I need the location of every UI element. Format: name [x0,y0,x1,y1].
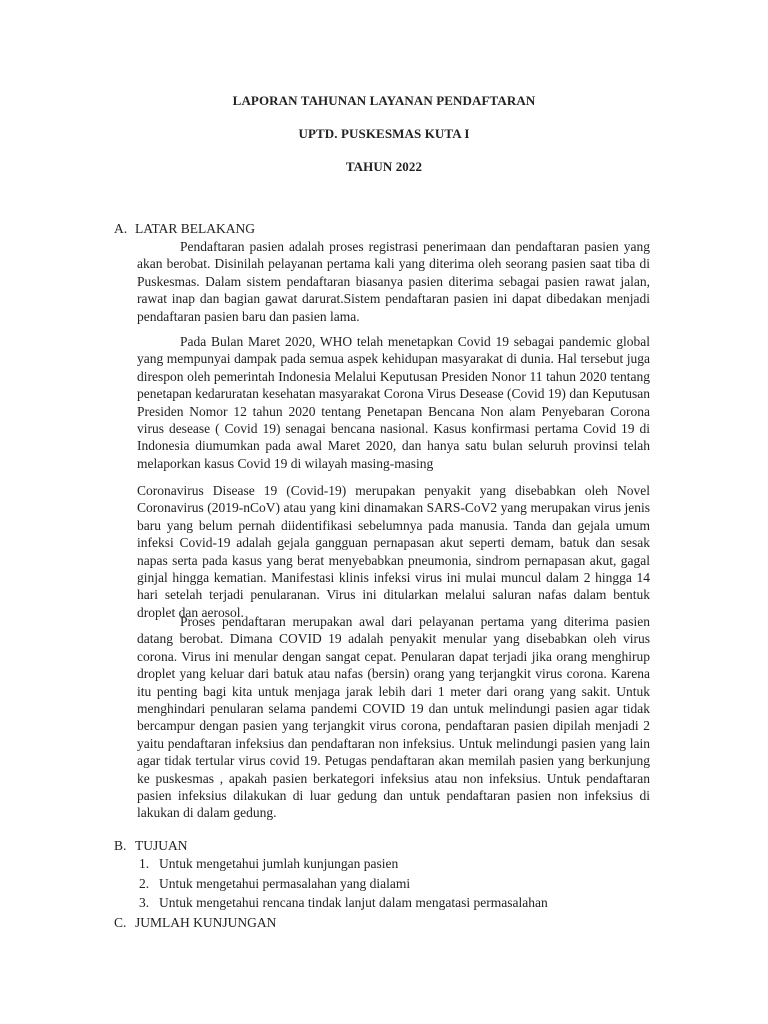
paragraph: Proses pendaftaran merupakan awal dari pelayanan pertama yang diterima pasien datang berobat. Dimana COVID 19 adalah penyakit menular yang disebabkan oleh virus corona. Virus ini menular dengan sangat cepat. Penularan dapat terjadi jika orang menghirup droplet yang keluar dari batuk atau nafas (bersin) orang yang terjangkit virus corona. Karena itu penting bagi kita untuk menjaga jarak lebih dari 1 meter dari orang yang sakit. Untuk menghindari penularan selama pandemi COVID 19 dan untuk melindungi pasien agar tidak bercampur dengan pasien yang terjangkit virus corona, pendaftaran pasien dipilah menjadi 2 yaitu pendaftaran infeksius dan pendaftaran non infeksius. Untuk melindungi pasien yang lain agar tidak tertular virus covid 19. Petugas pendaftaran akan memilah pasien yang berkunjung ke puskesmas , apakah pasien berkategori infeksius atau non infeksius. Untuk pendaftaran pasien infeksius dilakukan di luar gedung dan untuk pendaftaran pasien non infeksius di lakukan di dalam gedung. [137,614,650,821]
section-letter: A. [114,221,128,236]
document-title: LAPORAN TAHUNAN LAYANAN PENDAFTARAN [232,93,536,108]
document-subtitle: UPTD. PUSKESMAS KUTA I [298,126,470,141]
section-letter: C. [114,915,127,930]
paragraph: Pendaftaran pasien adalah proses registrasi penerimaan dan pendaftaran pasien yang akan berobat. Disinilah pelayanan pertama kali yang diterima oleh seorang pasien saat tiba di Puskesmas. Dalam sistem pendaftaran biasanya pasien diterima sebagai pasien rawat jalan, rawat inap dan bagian gawat darurat.Sistem pendaftaran pasien ini dapat dibedakan menjadi pendaftaran pasien baru dan pasien lama. [137,239,650,324]
paragraph: Coronavirus Disease 19 (Covid-19) merupakan penyakit yang disebabkan oleh Novel Coronavirus (2019-nCoV) atau yang kini dinamakan SARS-CoV2 yang merupakan virus jenis baru yang belum pernah diidentifikasi sebelumnya pada manusia. Tanda dan gejala umum infeksi Covid-19 adalah gejala gangguan pernapasan akut seperti demam, batuk dan sesak napas serta pada kasus yang berat menyebabkan pneumonia, sindrom pernapasan akut, gagal ginjal hingga kematian. Manifestasi klinis infeksi virus ini mulai muncul dalam 2 hingga 14 hari setelah terjadi penularanan. Virus ini ditularkan melalui saluran nafas dalam bentuk droplet dan aerosol. [137,483,650,620]
list-text: Untuk mengetahui jumlah kunjungan pasien [159,856,399,871]
document-year: TAHUN 2022 [345,159,423,174]
paragraph: Pada Bulan Maret 2020, WHO telah menetapkan Covid 19 sebagai pandemic global yang mempunyai dampak pada semua aspek kehidupan masyarakat di dunia. Hal tersebut juga direspon oleh pemerintah Indonesia Melalui Keputusan Presiden Nonor 11 tahun 2020 tentang penetapan kedaruratan kesehatan masyarakat Corona Virus Desease (Covid 19) dan Keputusan Presiden Nomor 12 tahun 2020 tentang Penetapan Bencana Non alam Penyebaran Corona virus desease ( Covid 19) senagai bencana nasional. Kasus konfirmasi pertama Covid 19 di Indonesia diumumkan pada awal Maret 2020, dan hanya satu bulan seluruh provinsi telah melaporkan kasus Covid 19 di wilayah masing-masing [137,334,650,471]
list-number: 3. [139,895,150,910]
list-text: Untuk mengetahui rencana tindak lanjut dalam mengatasi permasalahan [159,895,548,910]
list-item [139,855,398,873]
section-letter: B. [114,838,127,853]
list-item [139,875,410,893]
section-title: JUMLAH KUNJUNGAN [135,915,277,930]
section-title: LATAR BELAKANG [135,221,256,236]
section-a-heading [114,220,255,238]
section-title: TUJUAN [135,838,188,853]
section-c-heading [114,914,276,932]
list-item [139,894,548,912]
list-number: 2. [139,876,150,891]
list-number: 1. [139,856,150,871]
section-b-heading [114,837,188,855]
list-text: Untuk mengetahui permasalahan yang dialami [159,876,411,891]
